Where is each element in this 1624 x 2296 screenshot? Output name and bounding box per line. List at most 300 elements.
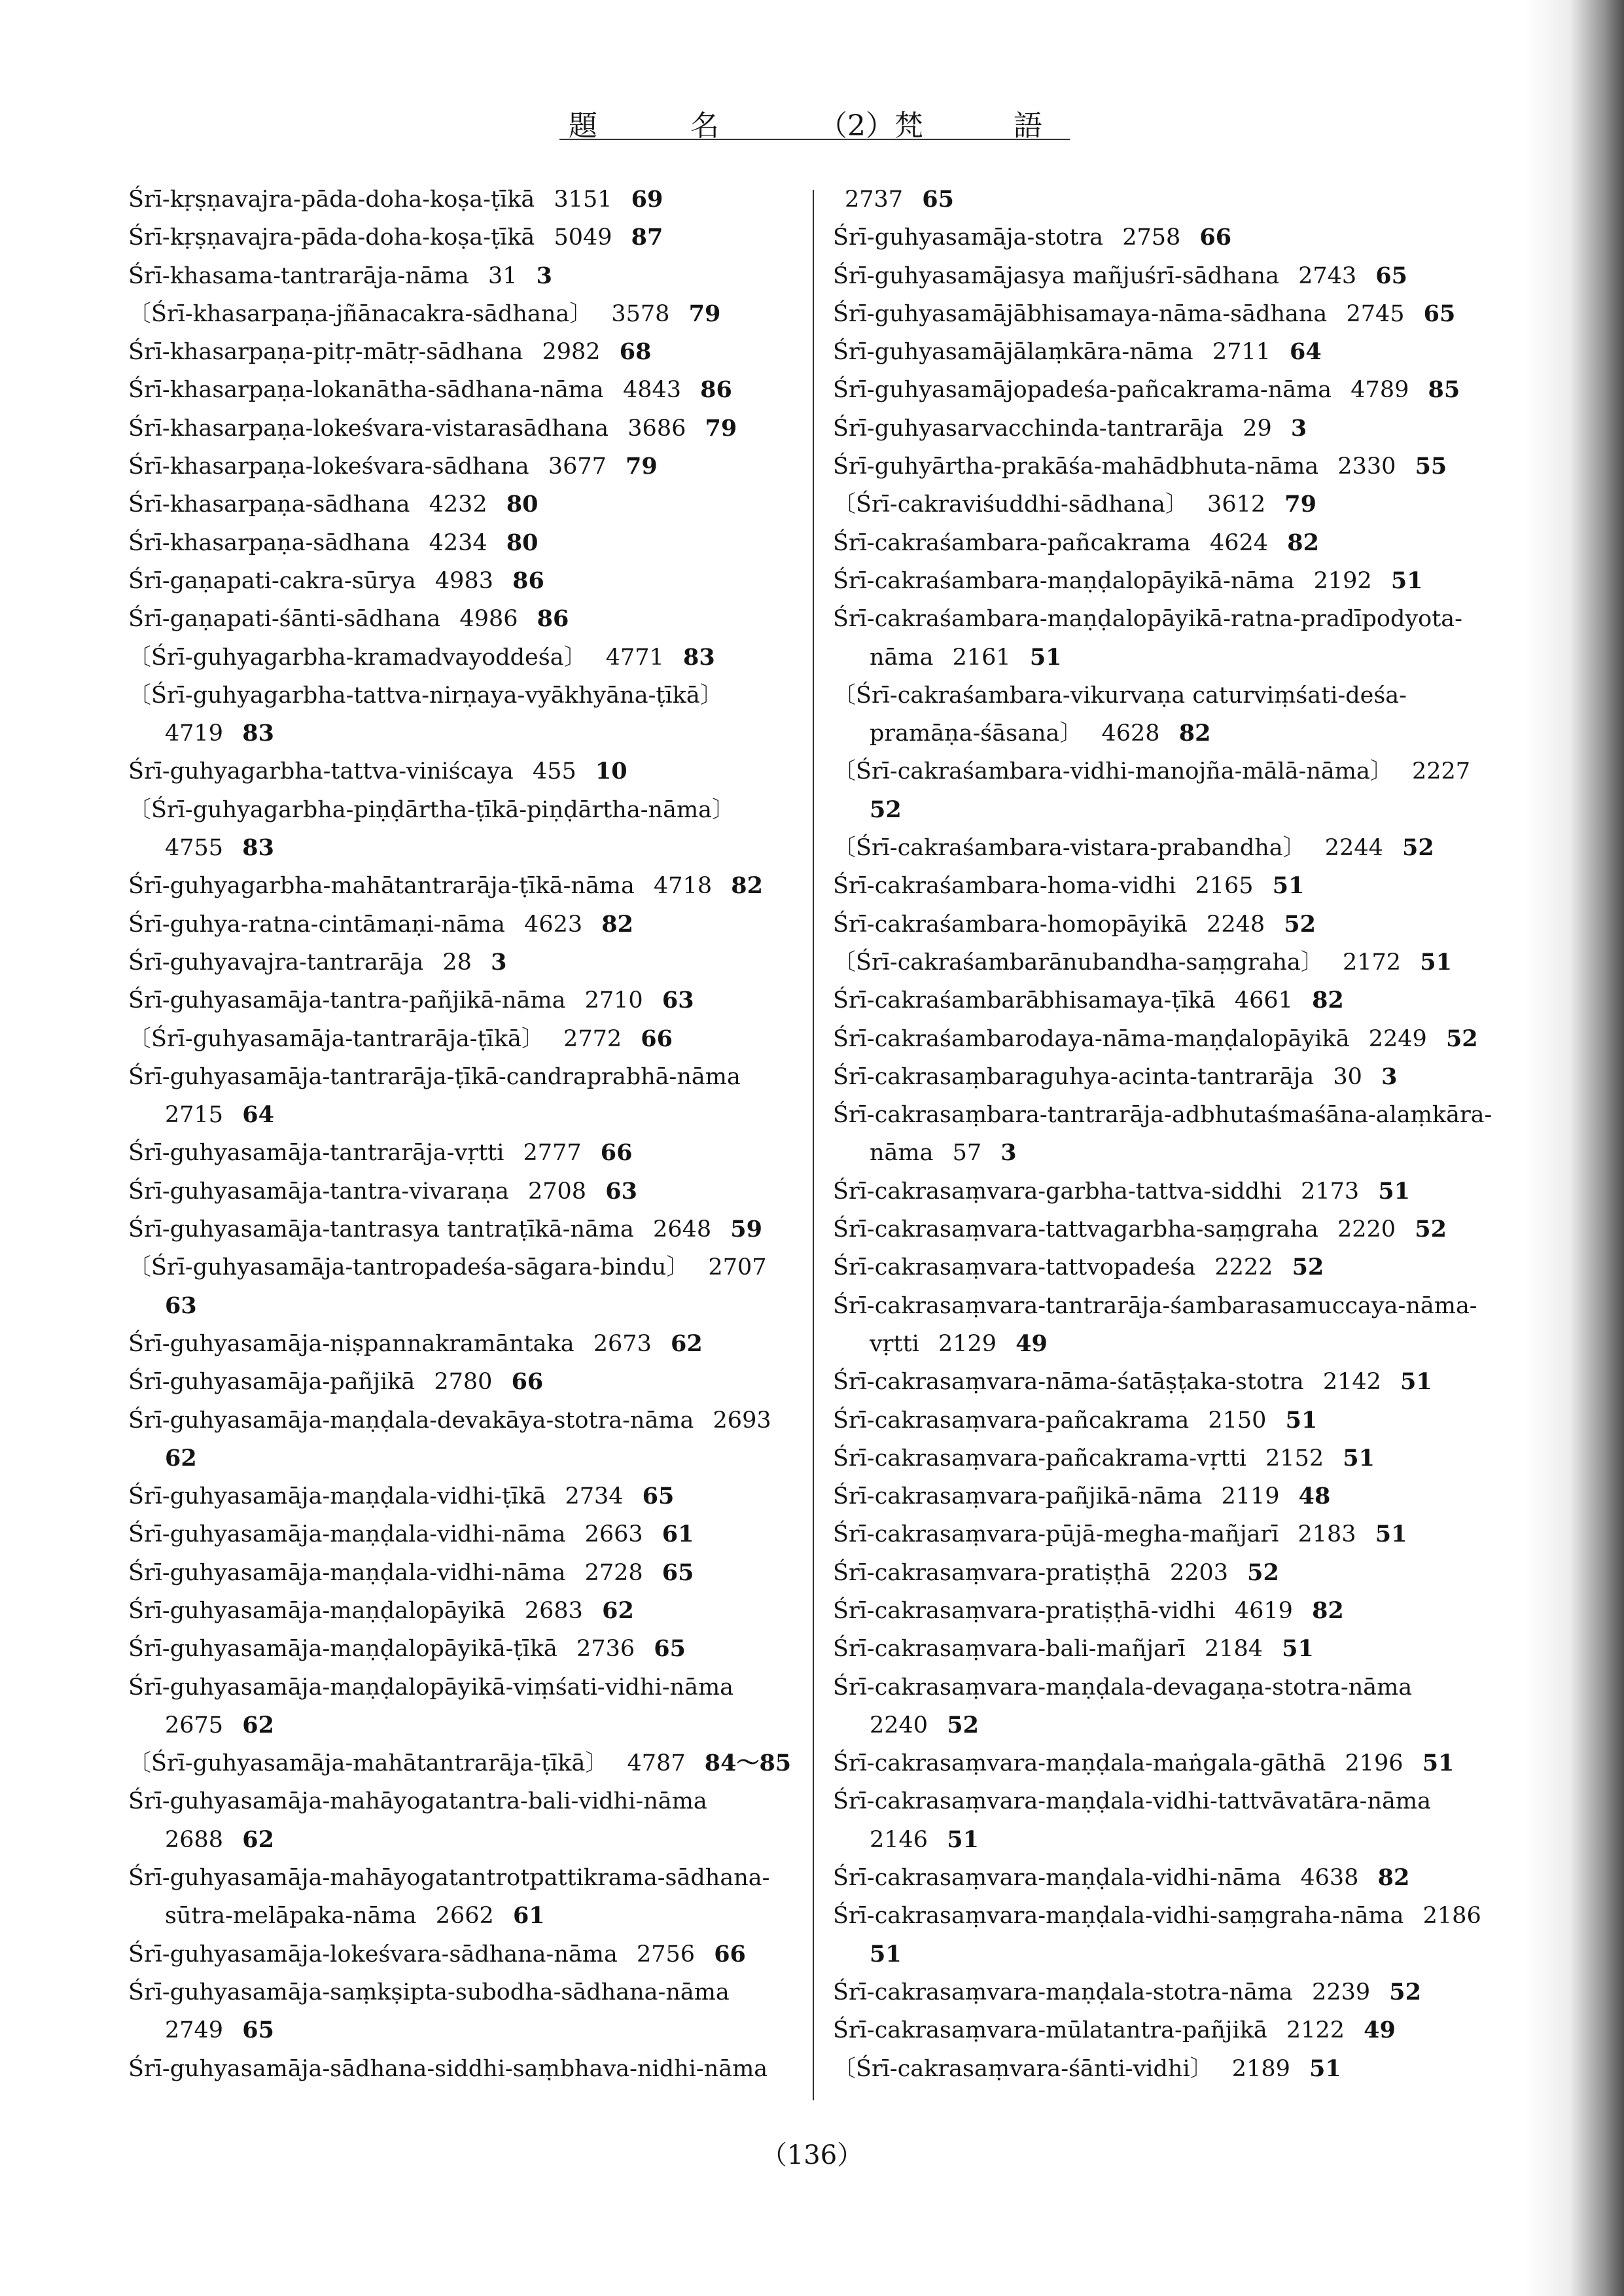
entry-number: 31 [487,262,518,289]
entry-number: 2663 [584,1521,643,1548]
entry-page: 79 [705,414,737,442]
index-entry [833,1363,1494,1401]
index-entry [833,1973,1494,2011]
entry-page: 66 [600,1139,633,1167]
entry-page: 3 [491,948,507,976]
entry-title: Śrī-guhyasamāja-maṇḍala-vidhi-ṭīkā [128,1483,546,1510]
entry-number: 4661 [1234,987,1293,1014]
entry-title: Śrī-cakraśambara-maṇḍalopāyikā-nāma [833,567,1295,594]
index-entry [128,1973,796,2050]
entry-page: 61 [662,1521,694,1548]
entry-number: 30 [1333,1063,1362,1090]
index-entry [833,1402,1494,1439]
index-entry [833,944,1494,981]
entry-number: 455 [532,758,576,785]
entry-title: Śrī-guhyagarbha-tattva-viniścaya [128,758,514,785]
entry-number: 4843 [622,377,682,404]
index-entry [128,1554,796,1592]
entry-page: 82 [1377,1864,1410,1892]
index-entry [833,1287,1494,1364]
index-entry [128,1173,796,1210]
index-entry [128,333,796,371]
entry-number: 4755 [165,835,224,862]
entry-title: Śrī-khasarpaṇa-lokeśvara-vistarasādhana [128,415,609,442]
index-entry [128,2050,796,2088]
header-title-part-2: 名 [690,109,719,143]
index-entry [833,2050,1494,2088]
entry-number: 2683 [524,1597,583,1624]
entry-number: 2248 [1207,911,1265,938]
entry-number: 3151 [554,186,612,213]
entry-title: Śrī-cakraśambara-pañcakrama [833,529,1191,556]
entry-number: 2129 [938,1330,997,1357]
entry-number: 2673 [593,1330,652,1357]
index-entry [128,791,796,868]
entry-number: 2150 [1208,1407,1267,1434]
index-entry [128,1210,796,1248]
entry-title: Śrī-cakraśambara-homopāyikā [833,911,1188,938]
index-entry [833,562,1494,600]
entry-page: 3 [1290,414,1307,442]
entry-page: 52 [1284,910,1316,938]
index-entry [128,981,796,1019]
index-entry [128,1020,796,1058]
entry-title: Śrī-guhyasarvacchinda-tantrarāja [833,415,1224,442]
entry-page: 63 [662,987,694,1014]
index-entry [128,371,796,409]
entry-title: Śrī-gaṇapati-cakra-sūrya [128,567,416,594]
entry-page: 79 [688,300,721,327]
entry-title: Śrī-kṛṣṇavajra-pāda-doha-koṣa-ṭīkā [128,186,535,213]
entry-page: 49 [1364,2017,1396,2044]
entry-title: Śrī-guhyasamāja-sādhana-siddhi-saṃbhava-nidhi-nāma [128,2055,768,2082]
index-entry [128,1363,796,1401]
entry-number: 2330 [1337,453,1396,480]
entry-page: 51 [1272,872,1305,900]
entry-number: 4986 [459,606,518,633]
index-entry [833,600,1494,677]
entry-title: Śrī-khasarpaṇa-sādhana [128,491,410,518]
index-entry [833,448,1494,486]
entry-page: 62 [242,1711,274,1739]
index-entry [833,1859,1494,1897]
entry-page: 65 [1423,300,1456,327]
entry-page: 62 [165,1444,197,1472]
index-entry [833,1630,1494,1668]
entry-page: 52 [1402,834,1434,862]
entry-number: 2758 [1122,224,1181,251]
entry-title: Śrī-guhyasamājasya mañjuśrī-sādhana [833,262,1279,289]
entry-title: Śrī-cakrasaṃbara-tantrarāja-adbhutaśmaśāna-alaṃkāra-nāma [833,1102,1492,1167]
entry-number: 4619 [1234,1597,1293,1624]
entry-page: 82 [1178,720,1211,747]
entry-page: 55 [1415,453,1447,480]
entry-title: Śrī-cakrasaṃvara-nāma-śatāṣṭaka-stotra [833,1369,1304,1396]
entry-title: 〔Śrī-guhyasamāja-tantropadeśa-sāgara-bindu〕 [128,1254,690,1281]
entry-number: 2183 [1297,1521,1356,1548]
index-entry [833,371,1494,409]
entry-page: 83 [242,834,274,862]
header-section-label-end: 語 [1014,109,1042,143]
entry-title: Śrī-cakraśambarodaya-nāma-maṇḍalopāyikā [833,1025,1350,1052]
index-entry [833,677,1494,753]
entry-number: 2249 [1368,1025,1427,1052]
entry-number: 2708 [528,1178,587,1205]
entry-number: 29 [1243,415,1272,442]
entry-title: Śrī-guhyasamāja-maṇḍala-vidhi-nāma [128,1559,566,1586]
entry-page: 52 [1292,1254,1324,1281]
index-entry [833,1782,1494,1859]
entry-number: 2688 [165,1826,224,1853]
entry-page: 59 [730,1216,762,1243]
index-entry [128,1477,796,1515]
entry-title: Śrī-guhyasamāja-saṃkṣipta-subodha-sādhana-nāma [128,1979,730,2005]
entry-page: 52 [1389,1978,1421,2005]
entry-page: 52 [947,1711,979,1739]
entry-title: Śrī-guhyasamāja-tantrarāja-ṭīkā-candraprabhā-nāma [128,1063,741,1090]
entry-page: 62 [670,1330,703,1357]
index-entry [833,295,1494,333]
entry-number: 2711 [1212,339,1271,366]
index-entry [833,1210,1494,1248]
entry-number: 2184 [1204,1636,1263,1663]
entry-page: 51 [1400,1368,1432,1396]
index-entry [128,1744,796,1782]
entry-title: Śrī-guhyasamāja-maṇḍalopāyikā-ṭīkā [128,1636,557,1663]
entry-title: Śrī-cakraśambarābhisamaya-ṭīkā [833,987,1216,1014]
entry-page: 51 [1378,1177,1411,1205]
entry-number: 4628 [1101,720,1160,747]
entry-page: 80 [506,491,538,518]
index-entry [128,1592,796,1630]
entry-page: 86 [700,376,732,404]
entry-title: 〔Śrī-guhyasamāja-mahātantrarāja-ṭīkā〕 [128,1750,609,1777]
entry-number: 2710 [584,987,643,1014]
entry-title: Śrī-khasarpaṇa-pitṛ-mātṛ-sādhana [128,339,523,366]
entry-title: 〔Śrī-cakraśambara-vistara-prabandha〕 [833,835,1306,862]
entry-page: 79 [626,453,658,480]
entry-number: 2662 [435,1903,494,1930]
entry-page: 79 [1284,491,1316,518]
entry-title: Śrī-khasama-tantrarāja-nāma [128,262,469,289]
entry-page: 63 [605,1177,637,1205]
entry-number: 2982 [542,339,601,366]
entry-title: Śrī-guhyasamāja-stotra [833,224,1104,251]
entry-title: Śrī-guhyasamāja-lokeśvara-sādhana-nāma [128,1941,618,1968]
entry-number: 2165 [1195,873,1254,900]
index-entry [833,1173,1494,1210]
index-entry [833,1096,1494,1173]
entry-page: 66 [641,1025,673,1052]
entry-number: 4718 [654,873,713,900]
entry-page: 51 [1422,1750,1455,1777]
entry-title: Śrī-guhyasamāja-maṇḍala-vidhi-nāma [128,1521,566,1548]
entry-number: 2122 [1286,2017,1345,2044]
index-entry [128,181,796,219]
entry-title: Śrī-guhyagarbha-mahātantrarāja-ṭīkā-nāma [128,873,635,900]
index-entry [833,829,1494,867]
entry-title: Śrī-cakrasaṃvara-tattvopadeśa [833,1254,1196,1281]
entry-page: 10 [595,758,627,785]
entry-page: 51 [1343,1444,1375,1472]
index-entry [833,1248,1494,1286]
entry-title: Śrī-gaṇapati-śānti-sādhana [128,606,441,633]
entry-number: 57 [952,1140,982,1167]
entry-page: 83 [242,720,274,747]
index-entry [833,2011,1494,2049]
entry-page: 66 [511,1368,544,1396]
index-entry [833,181,1494,219]
index-entry [833,486,1494,523]
entry-number: 2743 [1298,262,1357,289]
entry-page: 82 [1312,987,1344,1014]
index-entry [128,1134,796,1172]
index-entry [128,1248,796,1325]
entry-number: 2239 [1312,1979,1371,2005]
entry-number: 5049 [554,224,612,251]
index-entry [833,1744,1494,1782]
entry-number: 4787 [627,1750,686,1777]
entry-page: 64 [1290,338,1322,366]
entry-number: 2203 [1169,1559,1228,1586]
column-divider [813,190,814,2100]
entry-title: Śrī-cakrasaṃvara-pañcakrama-vṛtti [833,1445,1246,1472]
entry-title: Śrī-cakrasaṃvara-maṇḍala-vidhi-saṃgraha-nāma [833,1903,1404,1930]
entry-page: 82 [1312,1597,1344,1624]
index-entry [833,1477,1494,1515]
index-entry [833,1554,1494,1592]
entry-page: 3 [1000,1139,1017,1167]
entry-page: 66 [714,1940,746,1968]
index-entry [128,1782,796,1859]
entry-page: 51 [947,1826,979,1853]
entry-number: 2172 [1343,949,1402,976]
entry-page: 51 [1029,643,1062,671]
entry-number: 2715 [165,1102,224,1129]
entry-title: 〔Śrī-guhyagarbha-tattva-nirṇaya-vyākhyāna-ṭīkā〕 [128,682,723,709]
entry-title: Śrī-guhyasamāja-tantrarāja-vṛtti [128,1140,504,1167]
index-entry [833,1020,1494,1058]
index-entry [833,1897,1494,1973]
entry-title: Śrī-cakrasaṃvara-maṇḍala-vidhi-tattvāvatāra-nāma [833,1788,1431,1815]
entry-title: Śrī-khasarpaṇa-sādhana [128,529,410,556]
entry-number: 2693 [713,1407,771,1434]
entry-page: 85 [1428,376,1460,404]
entry-title: Śrī-guhyārtha-prakāśa-mahādbhuta-nāma [833,453,1319,480]
entry-number: 4983 [434,567,493,594]
entry-title: Śrī-guhyasamāja-mahāyogatantrotpattikrama-sādhana-sūtra-melāpaka-nāma [128,1865,770,1930]
entry-title: 〔Śrī-khasarpaṇa-jñānacakra-sādhana〕 [128,300,593,327]
entry-page: 52 [870,796,902,823]
entry-title: Śrī-guhyasamāja-tantrasya tantraṭīkā-nāma [128,1216,634,1243]
entry-page: 65 [654,1635,686,1663]
index-entry [128,562,796,600]
entry-page: 65 [642,1483,675,1510]
entry-number: 2244 [1324,835,1383,862]
index-entry [128,1515,796,1553]
index-entry [128,639,796,677]
index-entry [128,410,796,448]
entry-number: 2142 [1322,1369,1381,1396]
entry-title: Śrī-khasarpaṇa-lokanātha-sādhana-nāma [128,377,604,404]
entry-page: 68 [619,338,652,366]
index-entry [128,1058,796,1135]
entry-number: 2222 [1214,1254,1273,1281]
index-entry [128,867,796,905]
entry-number: 2240 [870,1712,928,1739]
entry-number: 2756 [636,1941,696,1968]
header-section-label: （2）梵 [819,109,923,143]
entry-number: 3578 [611,300,670,327]
scan-edge-shadow [1526,0,1624,2296]
entry-title: Śrī-cakrasaṃvara-pratiṣṭhā [833,1559,1151,1586]
entry-number: 4232 [429,491,487,518]
index-entry [128,752,796,790]
entry-number: 4234 [429,529,487,556]
running-header [559,98,1070,143]
entry-title: Śrī-kṛṣṇavajra-pāda-doha-koṣa-ṭīkā [128,224,535,251]
entry-page: 80 [506,529,538,556]
index-entry [833,1439,1494,1477]
entry-title: Śrī-cakrasaṃvara-tantrarāja-śambarasamuccaya-nāma-vṛtti [833,1292,1477,1357]
page-number: （136） [760,2140,864,2170]
entry-page: 51 [1390,567,1423,594]
index-entry [833,257,1494,295]
entry-title: Śrī-guhyasamāja-tantra-vivaraṇa [128,1178,509,1205]
entry-number: 4789 [1350,377,1409,404]
entry-page: 65 [922,186,954,213]
entry-number: 3677 [548,453,607,480]
index-entry [128,1630,796,1668]
index-entry [128,257,796,295]
entry-title: Śrī-guhyasamāja-pañjikā [128,1369,415,1396]
entry-title: Śrī-guhyasamājālaṃkāra-nāma [833,339,1193,366]
entry-page: 62 [242,1826,274,1853]
entry-number: 2152 [1265,1445,1324,1472]
entry-number: 2728 [584,1559,643,1586]
entry-page: 3 [1381,1063,1398,1090]
entry-title: Śrī-cakrasaṃvara-maṇḍala-vidhi-nāma [833,1865,1282,1892]
entry-page: 51 [1420,948,1452,976]
index-entry [833,1669,1494,1745]
entry-number: 2780 [434,1369,493,1396]
entry-page: 65 [662,1559,694,1586]
entry-page: 65 [1375,262,1408,289]
entry-title: Śrī-guhyasamāja-tantra-pañjikā-nāma [128,987,566,1014]
entry-page: 3 [536,262,552,289]
entry-number: 3612 [1207,491,1266,518]
entry-title: Śrī-cakrasaṃvara-tattvagarbha-saṃgraha [833,1216,1318,1243]
entry-title: Śrī-cakrasaṃvara-bali-mañjarī [833,1636,1186,1663]
index-entry [833,867,1494,905]
entry-title: 〔Śrī-guhyagarbha-kramadvayoddeśa〕 [128,644,587,671]
index-entry [128,448,796,486]
index-entry [833,906,1494,944]
index-column-right [833,181,1494,2088]
entry-number: 2196 [1345,1750,1403,1777]
index-entry [128,1669,796,1745]
entry-number: 2734 [565,1483,624,1510]
entry-title: 〔Śrī-cakraśambara-vidhi-manojña-mālā-nāma〕 [833,758,1393,785]
entry-title: Śrī-guhyavajra-tantrarāja [128,949,424,976]
entry-number: 2745 [1346,300,1405,327]
entry-page: 69 [631,186,663,213]
entry-title: Śrī-guhyasamājopadeśa-pañcakrama-nāma [833,377,1332,404]
entry-title: 〔Śrī-cakraśambarānubandha-saṃgraha〕 [833,949,1324,976]
index-entry [128,1402,796,1478]
entry-page: 51 [1309,2055,1341,2082]
entry-number: 3686 [627,415,686,442]
entry-page: 63 [165,1292,197,1319]
index-entry [128,295,796,333]
index-entry [128,906,796,944]
entry-page: 51 [1375,1521,1407,1548]
entry-title: Śrī-cakrasaṃvara-maṇḍala-devagaṇa-stotra-nāma [833,1674,1413,1701]
entry-title: Śrī-guhyasamājābhisamaya-nāma-sādhana [833,300,1328,327]
entry-page: 51 [1285,1406,1318,1434]
entry-number: 28 [442,949,472,976]
index-entry [128,944,796,981]
entry-page: 66 [1199,224,1232,251]
entry-page: 84～85 [704,1750,792,1777]
header-title-part-1: 題 [569,109,597,143]
entry-title: 〔Śrī-cakrasaṃvara-śānti-vidhi〕 [833,2055,1213,2082]
entry-title: 〔Śrī-cakraśambara-vikurvaṇa caturviṃśati-deśa-pramāṇa-śāsana〕 [833,682,1407,747]
index-entry [833,1058,1494,1096]
entry-title: Śrī-cakrasaṃvara-pañcakrama [833,1407,1190,1434]
index-entry [833,1515,1494,1553]
entry-title: Śrī-cakrasaṃvara-mūlatantra-pañjikā [833,2017,1267,2044]
entry-page: 65 [242,2017,274,2044]
index-entry [128,219,796,256]
entry-title: 〔Śrī-cakraviśuddhi-sādhana〕 [833,491,1188,518]
entry-page: 82 [731,872,763,900]
entry-title: Śrī-cakraśambara-maṇḍalopāyikā-ratna-pradīpodyota-nāma [833,606,1462,671]
index-entry [833,410,1494,448]
index-entry [128,1325,796,1363]
entry-page: 51 [870,1940,902,1968]
entry-page: 64 [242,1101,274,1129]
entry-page: 61 [512,1902,545,1930]
index-entry [128,1859,796,1935]
entry-number: 2173 [1301,1178,1360,1205]
index-entry [833,1592,1494,1630]
entry-number: 2192 [1313,567,1372,594]
entry-title: Śrī-guhyasamāja-maṇḍalopāyikā [128,1597,506,1624]
entry-title: Śrī-guhya-ratna-cintāmaṇi-nāma [128,911,505,938]
entry-page: 86 [512,567,544,594]
entry-number: 2220 [1337,1216,1396,1243]
entry-page: 83 [682,643,715,671]
entry-page: 62 [602,1597,634,1624]
index-entry [833,333,1494,371]
entry-page: 52 [1415,1216,1447,1243]
entry-title: Śrī-cakrasaṃvara-pūjā-megha-mañjarī [833,1521,1279,1548]
entry-title: Śrī-cakrasaṃvara-maṇḍala-maṅgala-gāthā [833,1750,1326,1777]
entry-number: 2675 [165,1712,224,1739]
entry-number: 2707 [708,1254,767,1281]
index-entry [833,219,1494,256]
entry-number: 2772 [563,1025,622,1052]
entry-number: 2189 [1231,2055,1290,2082]
entry-number: 4623 [524,911,583,938]
entry-number: 4638 [1300,1865,1359,1892]
index-entry [833,524,1494,562]
index-entry [833,752,1494,829]
entry-number: 4771 [605,644,664,671]
entry-number: 2186 [1422,1903,1481,1930]
entry-number: 4624 [1210,529,1269,556]
